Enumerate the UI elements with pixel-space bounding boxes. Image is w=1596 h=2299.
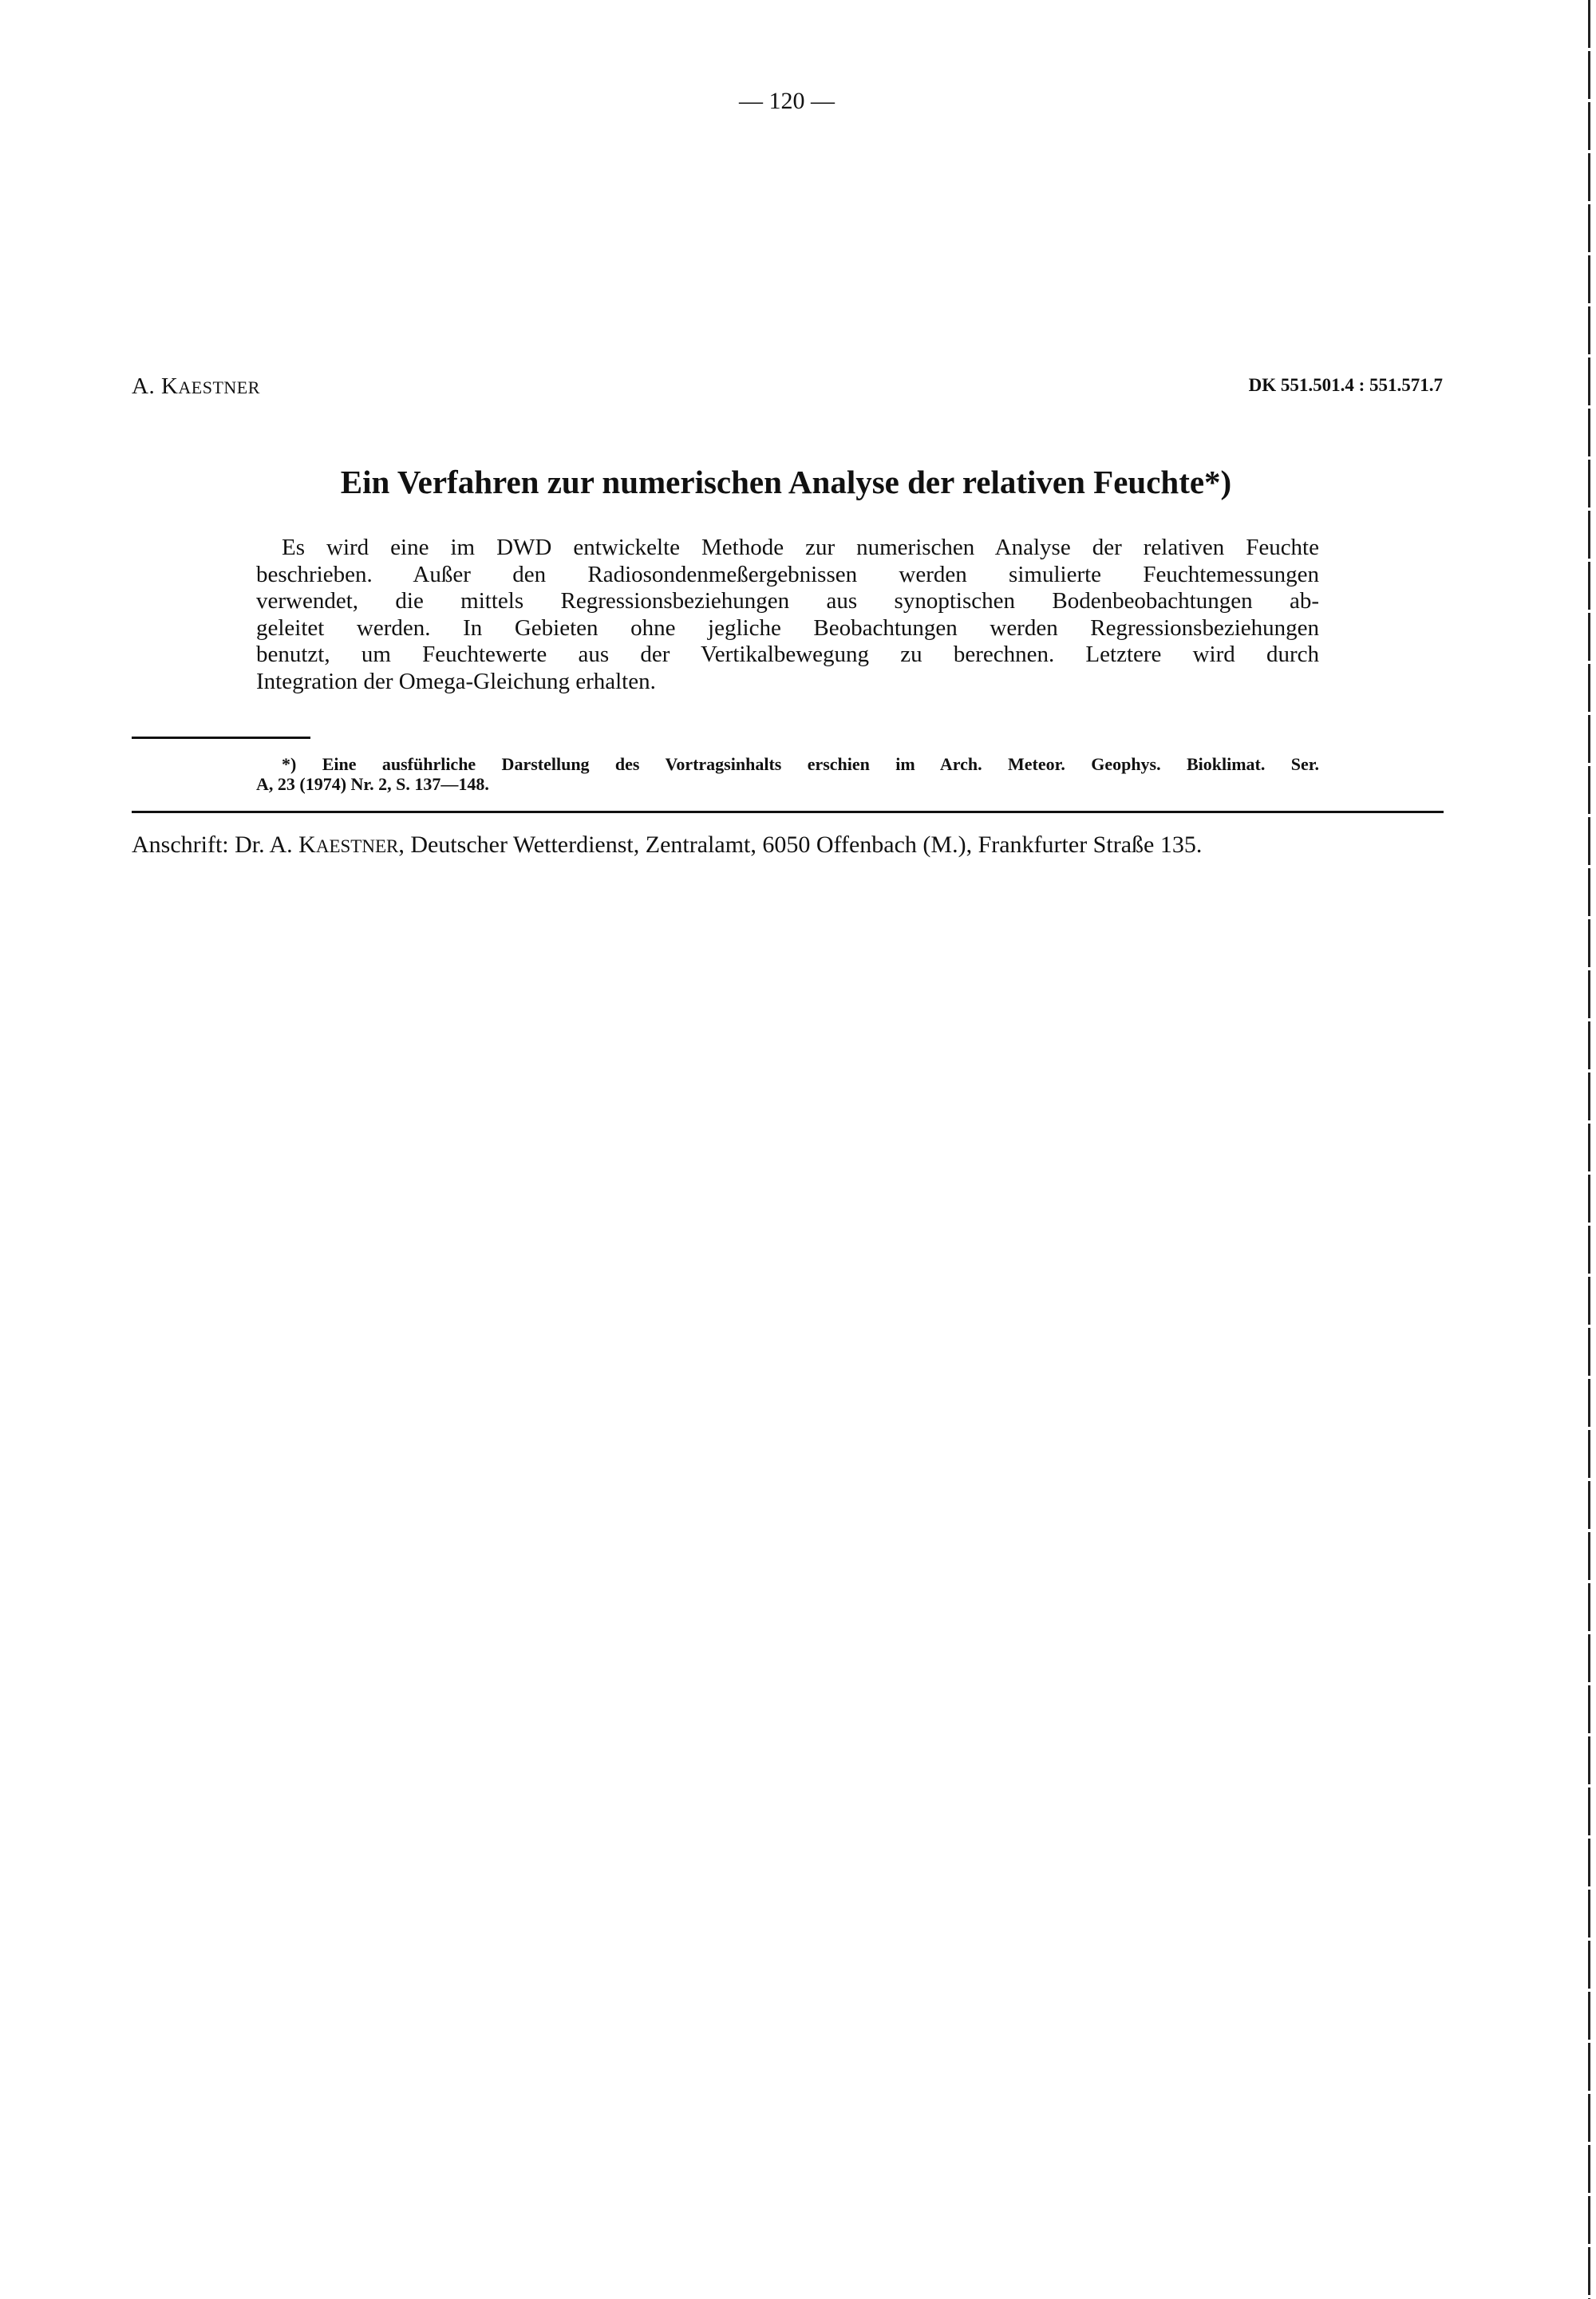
abstract-line: Es wird eine im DWD entwickelte Methode zur numerischen Analyse der relativen Feuchte xyxy=(282,535,1319,560)
footnote xyxy=(256,754,1319,794)
abstract xyxy=(256,535,1319,695)
author-name xyxy=(132,373,260,400)
page-number: — 120 — xyxy=(739,88,835,114)
abstract-line: beschrieben. Außer den Radiosondenmeßergebnissen werden simulierte Feuchtemessungen xyxy=(256,561,1319,587)
footnote-line: A, 23 (1974) Nr. 2, S. 137—148. xyxy=(256,774,489,794)
abstract-line: Integration der Omega-Gleichung erhalten. xyxy=(256,668,656,694)
abstract-line: geleitet werden. In Gebieten ohne jegliche Beobachtungen werden Regressionsbeziehungen xyxy=(256,614,1319,641)
address-surname: AESTNER xyxy=(315,836,399,856)
footnote-divider xyxy=(132,737,310,739)
page-edge-line xyxy=(1588,0,1590,2299)
author-initial: A. K xyxy=(132,373,179,399)
abstract-line: benutzt, um Feuchtewerte aus der Vertikalbewegung zu berechnen. Letztere wird durch xyxy=(256,642,1319,667)
section-divider xyxy=(132,811,1444,813)
address-prefix: Anschrift: Dr. A. K xyxy=(132,832,316,858)
abstract-line: verwendet, die mittels Regressionsbeziehungen aus synoptischen Bodenbeobachtungen ab- xyxy=(256,588,1319,614)
address-rest: , Deutscher Wetterdienst, Zentralamt, 6050 Offenbach (M.), Frankfurter Straße 135. xyxy=(398,832,1203,858)
author-address xyxy=(132,832,1202,859)
footnote-line: *) Eine ausführliche Darstellung des Vortragsinhalts erschien im Arch. Meteor. Geophys. Bioklimat. Ser. xyxy=(282,754,1319,774)
article-title: Ein Verfahren zur numerischen Analyse der relativen Feuchte*) xyxy=(340,464,1232,500)
author-surname: AESTNER xyxy=(178,377,260,397)
classification-code: DK 551.501.4 : 551.571.7 xyxy=(1248,375,1443,395)
